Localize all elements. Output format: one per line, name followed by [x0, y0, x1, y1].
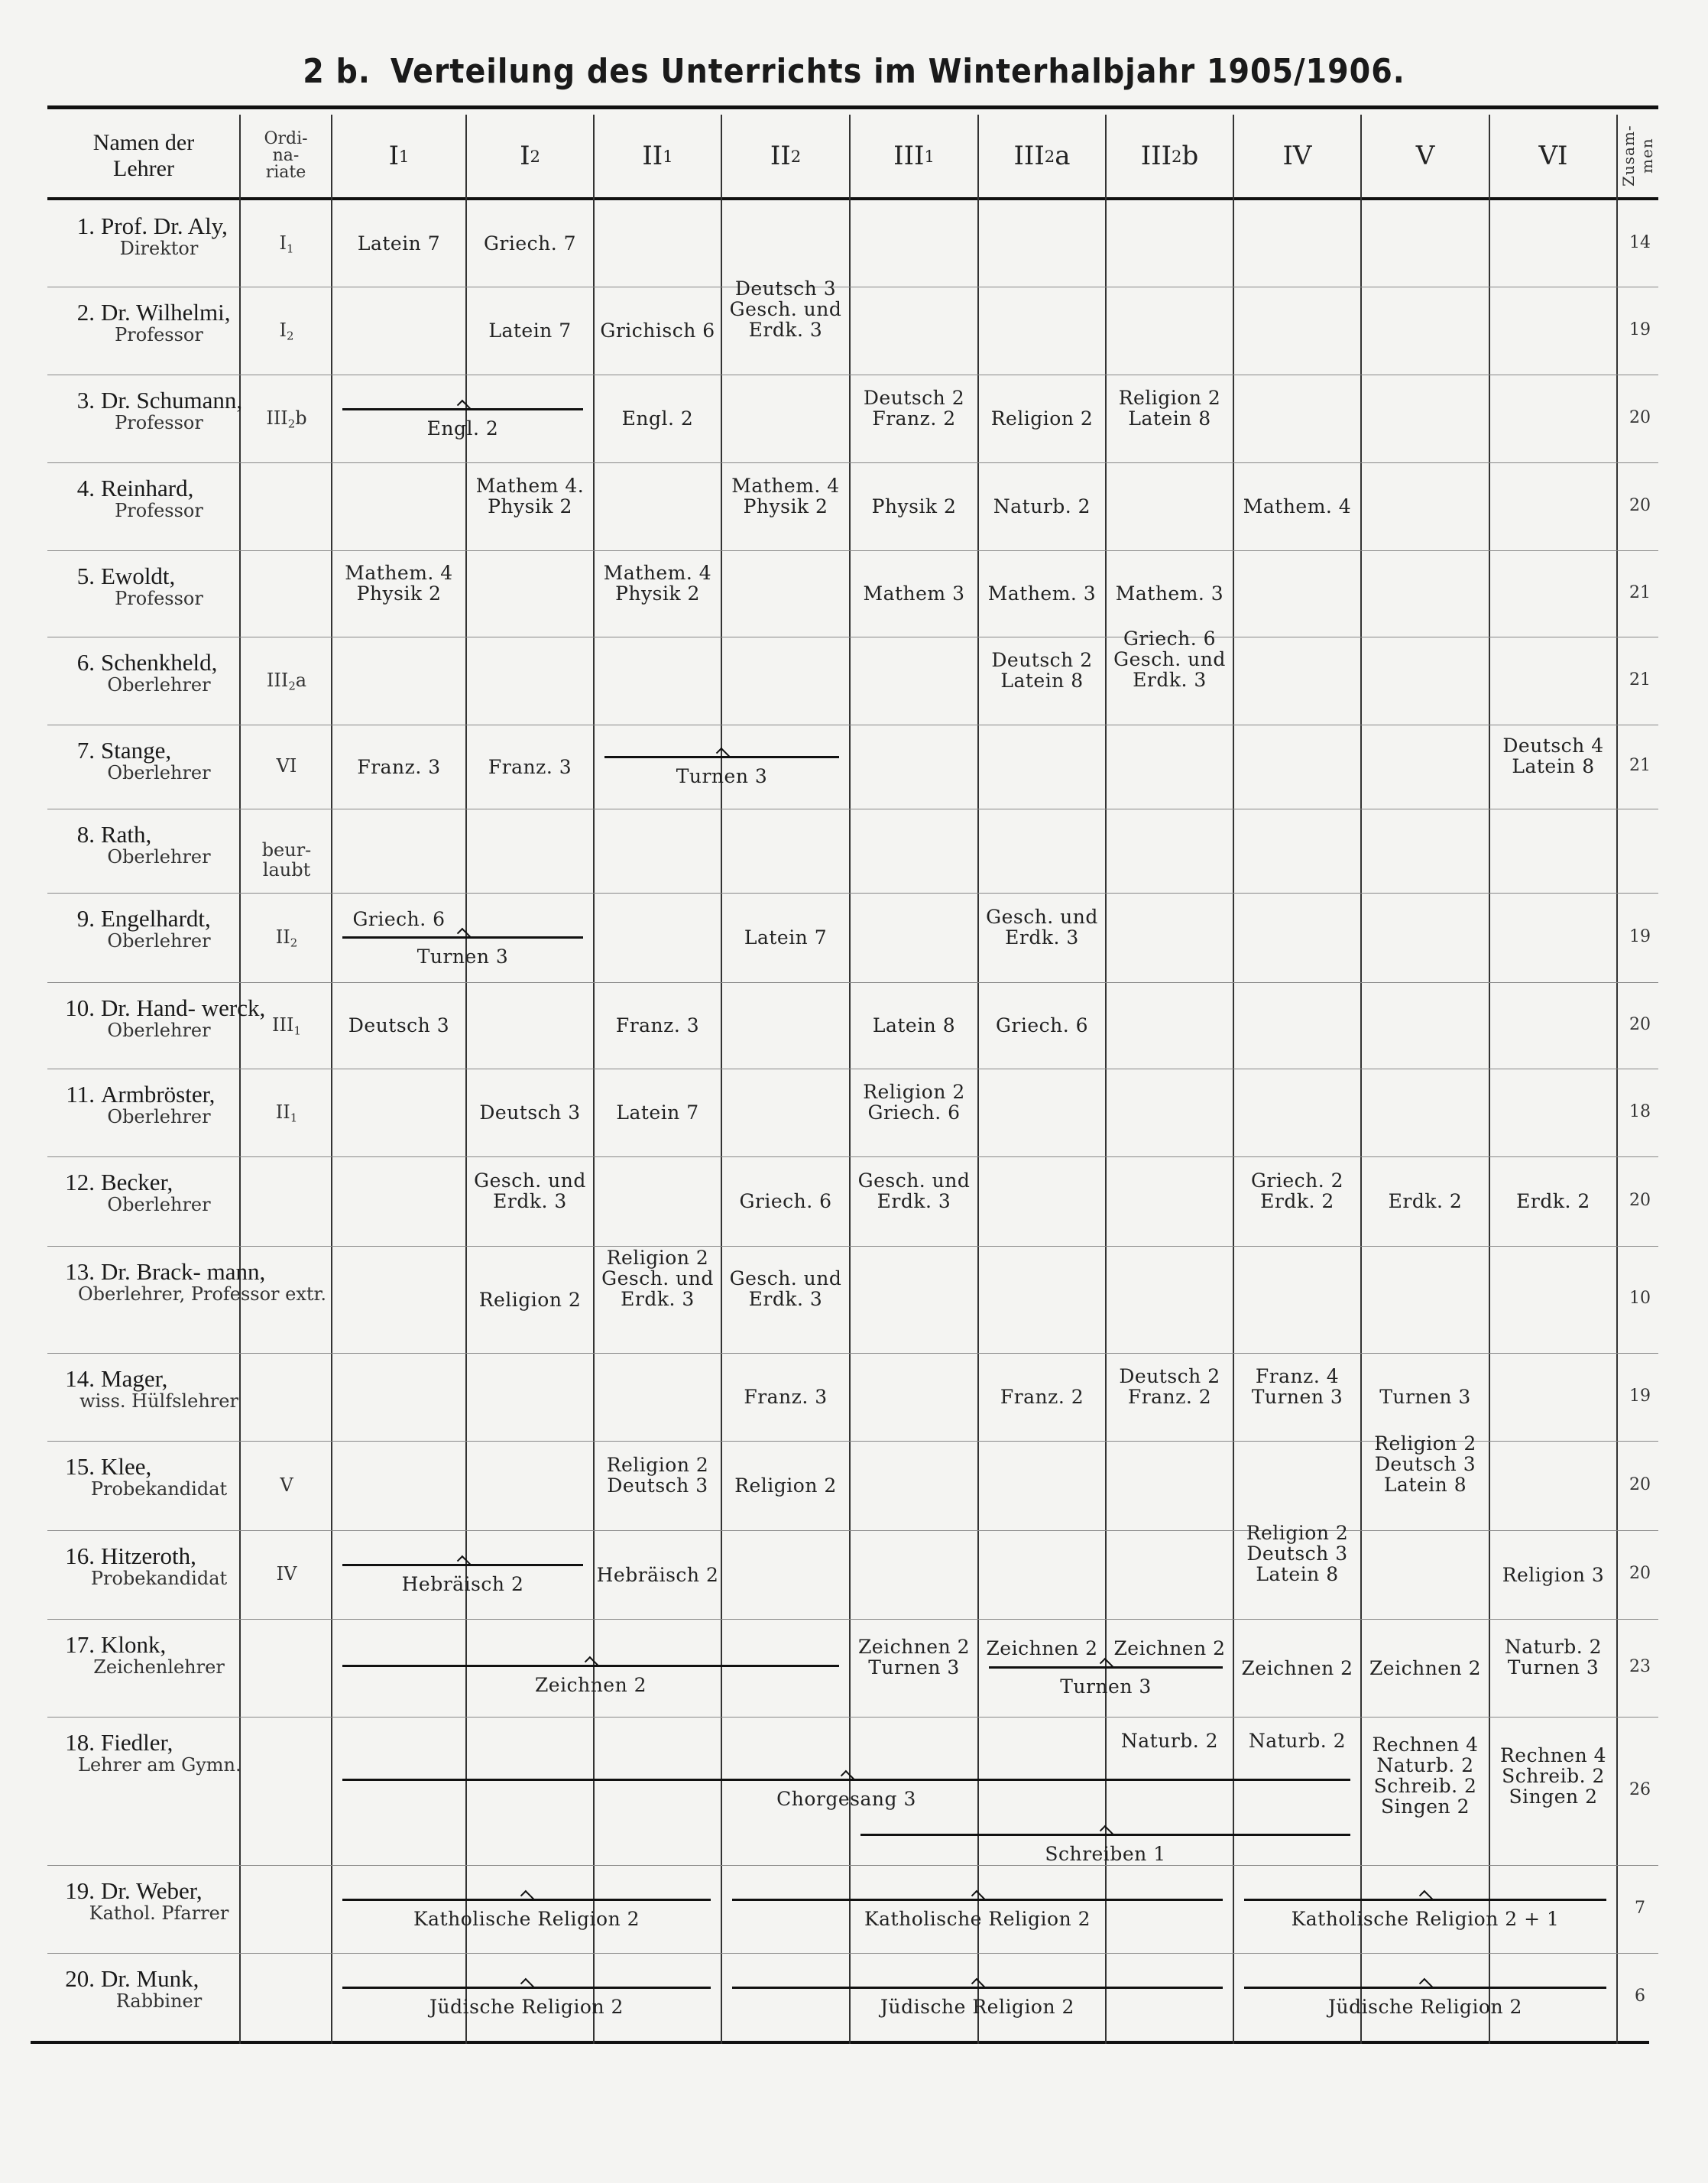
cell-subject: Religion 2 Gesch. und Erdk. 3	[601, 1246, 714, 1310]
teacher-name-text: Becker,	[101, 1169, 173, 1195]
cell-subject: Grichisch 6	[600, 320, 715, 342]
column-divider	[721, 115, 722, 2044]
cell-subject: Zeichnen 2	[986, 1636, 1098, 1659]
cell-subject: Franz. 3	[615, 1014, 700, 1036]
teacher-14	[47, 1367, 240, 1411]
cell-subject: Religion 2 Griech. 6	[863, 1080, 965, 1124]
ordinariate: VI	[276, 755, 297, 777]
teacher-rank: Professor	[115, 412, 203, 433]
header-class-i1: I 1	[388, 141, 410, 171]
cell-span-label: Engl. 2	[426, 417, 499, 440]
cell-subject: Mathem. 4 Physik 2	[603, 561, 712, 605]
hours-total: 21	[1629, 670, 1651, 689]
teacher-name	[47, 994, 266, 1021]
hours-total: 6	[1635, 1986, 1645, 2006]
cell-subject: Franz. 3	[357, 755, 441, 778]
teacher-name-text: Dr. Hand- werck,	[101, 994, 266, 1021]
cell-span-label: Katholische Religion 2	[864, 1907, 1091, 1930]
teacher-rank: Oberlehrer	[107, 674, 211, 696]
cell-subject: Hebräisch 2	[596, 1563, 719, 1586]
teacher-name-text: Hitzeroth,	[101, 1542, 196, 1569]
cell-subject: Physik 2	[871, 495, 957, 517]
teacher-name	[47, 1879, 240, 1903]
hours-total: 19	[1629, 926, 1651, 946]
teacher-rank: Professor	[115, 500, 203, 521]
hours-total: 21	[1629, 756, 1651, 775]
header-class-v: V	[1415, 141, 1435, 171]
teacher-rank: Oberlehrer	[107, 762, 211, 783]
row-divider	[47, 1717, 1658, 1718]
teacher-name	[47, 1258, 266, 1285]
teacher-name-text: Reinhard,	[101, 475, 194, 501]
hours-total: 23	[1629, 1657, 1651, 1676]
teacher-name-text: Stange,	[101, 737, 172, 764]
teacher-number: 14.	[65, 1365, 95, 1392]
teacher-name	[47, 1544, 240, 1568]
cell-subject: Religion 2 Deutsch 3	[606, 1453, 709, 1497]
header-class-i2: I 2	[520, 141, 540, 171]
teacher-name-text: Klee,	[101, 1453, 152, 1480]
teacher-number: 3.	[76, 387, 95, 414]
cell-subject: Latein 7	[744, 926, 828, 949]
teacher-name-text: Dr. Weber,	[101, 1877, 203, 1904]
column-divider	[331, 115, 332, 2044]
cell-subject: Gesch. und Erdk. 3	[857, 1169, 971, 1212]
teacher-number: 1.	[76, 212, 95, 239]
row-divider	[47, 550, 1658, 551]
teacher-name-text: Dr. Munk,	[101, 1965, 199, 1992]
cell-subject: Mathem 3	[863, 582, 965, 605]
column-divider	[593, 115, 595, 2044]
teacher-rank: Professor	[115, 588, 203, 609]
teacher-rank: Rabbiner	[115, 1990, 203, 2012]
title-text: Verteilung des Unterrichts im Winterhalbjahr 1905/1906.	[390, 52, 1405, 91]
cell-subject: Griech. 6	[739, 1190, 832, 1212]
cell-subject: Rechnen 4 Schreib. 2 Singen 2	[1499, 1743, 1607, 1808]
teacher-name	[47, 1731, 240, 1755]
cell-subject: Griech. 6	[352, 908, 446, 930]
teacher-rank: Oberlehrer	[107, 930, 211, 952]
cell-subject: Naturb. 2 Turnen 3	[1504, 1636, 1603, 1679]
teacher-name-text: Schenkheld,	[101, 649, 218, 676]
cell-subject: Gesch. und Erdk. 3	[729, 1267, 842, 1310]
teacher-name	[47, 650, 240, 675]
teacher-rank: Probekandidat	[90, 1478, 228, 1500]
teacher-name-text: Fiedler,	[101, 1729, 173, 1756]
cell-span-label: Katholische Religion 2	[413, 1907, 640, 1930]
row-divider	[47, 1865, 1658, 1866]
teacher-name-text: Ewoldt,	[101, 563, 176, 589]
teacher-name	[47, 1170, 240, 1195]
cell-span-label: Jüdische Religion 2	[880, 1995, 1074, 2018]
cell-subject: Zeichnen 2	[1369, 1656, 1482, 1679]
hours-total: 14	[1629, 232, 1651, 252]
teacher-number: 5.	[76, 563, 95, 589]
header-class-iii2b: III 2 b	[1140, 141, 1199, 171]
cell-subject: Griech. 7	[483, 232, 577, 255]
header-class-iii2a: III 2 a	[1013, 141, 1071, 171]
header-name: Namen der Lehrer	[92, 130, 195, 181]
row-divider	[47, 1353, 1658, 1354]
teacher-name	[47, 300, 240, 325]
cell-subject: Religion 2 Deutsch 3 Latein 8	[1374, 1432, 1476, 1496]
teacher-name	[47, 822, 240, 847]
teacher-name-text: Rath,	[101, 821, 152, 848]
ordinariate: $III_2a$	[266, 669, 307, 693]
hours-total: 10	[1629, 1289, 1651, 1308]
teacher-number: 13.	[65, 1258, 95, 1285]
cell-subject: Rechnen 4 Naturb. 2 Schreib. 2 Singen 2	[1372, 1734, 1479, 1818]
teacher-name	[47, 564, 240, 589]
cell-subject: Mathem. 4	[1243, 495, 1352, 517]
row-divider	[47, 1530, 1658, 1531]
cell-subject: Deutsch 3	[479, 1101, 581, 1124]
teacher-rank: wiss. Hülfslehrer	[79, 1390, 238, 1412]
teacher-number: 7.	[76, 737, 95, 764]
row-divider	[47, 462, 1658, 463]
teacher-16	[47, 1544, 240, 1588]
cell-span-label: Zeichnen 2	[534, 1674, 647, 1696]
hours-total: 20	[1629, 407, 1651, 427]
teacher-12	[47, 1170, 240, 1215]
teacher-7	[47, 738, 240, 783]
cell-subject: Griech. 2 Erdk. 2	[1250, 1169, 1344, 1212]
teacher-20	[47, 1967, 240, 2011]
teacher-number: 6.	[76, 649, 95, 676]
hours-total: 20	[1629, 1564, 1651, 1583]
cell-subject: Mathem. 4 Physik 2	[345, 561, 453, 605]
teacher-11	[47, 1082, 240, 1127]
hours-total: 18	[1629, 1101, 1651, 1121]
cell-span-label: Schreiben 1	[1045, 1843, 1166, 1865]
cell-subject: Zeichnen 2	[1113, 1636, 1226, 1659]
hours-total: 20	[1629, 1474, 1651, 1494]
teacher-5	[47, 564, 240, 608]
cell-subject: Latein 7	[616, 1101, 699, 1124]
cell-subject: Deutsch 4 Latein 8	[1502, 735, 1604, 777]
teacher-8	[47, 822, 240, 867]
header-class-iv: IV	[1282, 141, 1312, 171]
teacher-number: 9.	[76, 905, 95, 932]
cell-subject: Latein 7	[357, 232, 441, 255]
hours-total: 19	[1629, 320, 1651, 339]
ordinariate: $III_1$	[272, 1014, 301, 1037]
teacher-number: 19.	[65, 1877, 95, 1904]
teacher-number: 11.	[66, 1081, 95, 1108]
header-class-ii1: II 1	[642, 141, 673, 171]
cell-subject: Deutsch 2 Latein 8	[991, 648, 1093, 692]
top-rule	[47, 105, 1658, 109]
ordinariate: $II_2$	[275, 926, 298, 949]
cell-subject: Religion 2	[478, 1288, 582, 1311]
cell-subject: Turnen 3	[1379, 1386, 1471, 1408]
cell-span-label: Katholische Religion 2 + 1	[1291, 1907, 1560, 1930]
teacher-name-text: Dr. Schumann,	[101, 387, 243, 414]
teacher-number: 20.	[65, 1965, 95, 1992]
teacher-name	[47, 1633, 240, 1657]
schedule-table	[47, 115, 1658, 2044]
ordinariate: IV	[276, 1563, 297, 1585]
teacher-name-text: Prof. Dr. Aly,	[101, 212, 228, 239]
teacher-15	[47, 1455, 240, 1499]
cell-subject: Gesch. und Erdk. 3	[986, 905, 1098, 949]
hours-total: 20	[1629, 1190, 1651, 1210]
cell-subject: Naturb. 2	[1120, 1729, 1219, 1752]
row-divider	[47, 1156, 1658, 1157]
cell-subject: Franz. 2	[1000, 1386, 1084, 1408]
title-number: 2 b.	[303, 52, 371, 91]
ordinariate: $I_1$	[279, 232, 294, 255]
header-class-iii1: III 1	[893, 141, 935, 171]
teacher-name-text: Armbröster,	[101, 1081, 216, 1108]
cell-span-label: Hebräisch 2	[401, 1573, 524, 1595]
teacher-name	[47, 1082, 240, 1107]
ordinariate: V	[280, 1474, 293, 1496]
cell-subject: Mathem. 3	[987, 582, 1097, 605]
teacher-rank: Oberlehrer	[107, 1194, 211, 1215]
row-divider	[47, 1953, 1658, 1954]
teacher-number: 17.	[65, 1631, 95, 1658]
teacher-name	[47, 387, 243, 414]
teacher-name-text: Dr. Wilhelmi,	[101, 299, 231, 326]
teacher-1	[47, 214, 240, 258]
cell-span-label: Jüdische Religion 2	[1328, 1995, 1522, 2018]
ordinariate: $II_1$	[275, 1101, 298, 1124]
cell-subject: Mathem. 4 Physik 2	[731, 474, 840, 517]
cell-subject: Erdk. 2	[1388, 1190, 1463, 1212]
header-class-ii2: II 2	[770, 141, 802, 171]
cell-subject: Zeichnen 2 Turnen 3	[857, 1636, 971, 1679]
teacher-3	[47, 387, 243, 433]
ordinariate: beur- laubt	[261, 839, 312, 881]
header-class-vi: VI	[1538, 141, 1568, 171]
teacher-number: 4.	[76, 475, 95, 501]
teacher-name	[47, 1367, 240, 1391]
teacher-name-text: Dr. Brack- mann,	[101, 1258, 266, 1285]
hours-total: 20	[1629, 495, 1651, 515]
ordinariate: $I_2$	[279, 319, 294, 342]
teacher-10	[47, 994, 266, 1041]
teacher-2	[47, 300, 240, 345]
cell-subject: Latein 7	[488, 320, 572, 342]
teacher-name	[47, 476, 240, 501]
teacher-number: 8.	[76, 821, 95, 848]
header-sum: Zusam- men	[1619, 125, 1656, 187]
teacher-number: 16.	[65, 1542, 95, 1569]
teacher-name	[47, 738, 240, 763]
hours-total: 19	[1629, 1386, 1651, 1406]
cell-subject: Religion 2 Latein 8	[1118, 386, 1221, 430]
teacher-rank: Oberlehrer	[107, 846, 211, 868]
row-divider	[47, 1246, 1658, 1247]
teacher-name	[47, 1455, 240, 1479]
cell-subject: Religion 2	[734, 1474, 837, 1497]
cell-subject: Deutsch 2 Franz. 2	[1119, 1364, 1220, 1408]
cell-span-label: Chorgesang 3	[776, 1788, 916, 1810]
teacher-rank: Direktor	[119, 238, 199, 259]
row-divider	[47, 893, 1658, 894]
cell-subject: Religion 2	[990, 407, 1094, 430]
page-title	[0, 52, 1708, 91]
row-divider	[47, 1619, 1658, 1620]
cell-span-label: Turnen 3	[416, 945, 509, 968]
teacher-9	[47, 907, 240, 951]
teacher-rank: Oberlehrer	[107, 1106, 211, 1127]
cell-subject: Engl. 2	[621, 407, 694, 430]
teacher-4	[47, 476, 240, 521]
teacher-rank: Kathol. Pfarrer	[89, 1902, 229, 1924]
cell-subject: Franz. 4 Turnen 3	[1251, 1364, 1343, 1408]
hours-total: 7	[1635, 1898, 1645, 1918]
header-ordinariate: Ordi- na- riate	[264, 129, 308, 182]
teacher-name-text: Engelhardt,	[101, 905, 211, 932]
cell-subject: Deutsch 3	[348, 1014, 450, 1036]
cell-subject: Naturb. 2	[1248, 1729, 1347, 1752]
cell-span-label: Turnen 3	[1060, 1675, 1152, 1698]
hours-total: 20	[1629, 1014, 1651, 1034]
teacher-name-text: Klonk,	[101, 1631, 167, 1658]
cell-subject: Griech. 6	[995, 1014, 1089, 1036]
ordinariate: $III_2b$	[266, 407, 307, 430]
cell-span-label: Jüdische Religion 2	[429, 1995, 624, 2018]
teacher-rank: Professor	[115, 324, 203, 345]
cell-subject: Franz. 3	[488, 755, 572, 778]
hours-total: 21	[1629, 582, 1651, 602]
cell-span-label: Turnen 3	[676, 765, 768, 787]
cell-subject: Mathem. 3	[1115, 582, 1224, 605]
teacher-rank: Zeichenlehrer	[93, 1656, 225, 1678]
cell-subject: Religion 3	[1502, 1563, 1605, 1586]
teacher-6	[47, 650, 240, 695]
cell-subject: Franz. 3	[744, 1386, 828, 1408]
teacher-name-text: Mager,	[101, 1365, 168, 1392]
teacher-name	[47, 1967, 240, 1991]
teacher-rank: Lehrer am Gymn.	[78, 1754, 241, 1776]
teacher-number: 18.	[65, 1729, 95, 1756]
teacher-rank: Probekandidat	[90, 1568, 228, 1589]
teacher-name	[47, 907, 240, 931]
cell-subject: Mathem 4. Physik 2	[475, 474, 585, 517]
teacher-number: 2.	[76, 299, 95, 326]
teacher-number: 12.	[65, 1169, 95, 1195]
cell-subject: Deutsch 3 Gesch. und Erdk. 3	[729, 277, 842, 341]
cell-subject: Zeichnen 2	[1241, 1656, 1353, 1679]
teacher-19	[47, 1879, 240, 1923]
teacher-name	[47, 214, 240, 238]
teacher-rank: Oberlehrer, Professor extr.	[78, 1283, 327, 1305]
teacher-17	[47, 1633, 240, 1677]
teacher-rank: Oberlehrer	[107, 1020, 211, 1041]
teacher-18	[47, 1731, 240, 1775]
cell-subject: Naturb. 2	[993, 495, 1091, 517]
cell-subject: Religion 2 Deutsch 3 Latein 8	[1246, 1521, 1349, 1585]
cell-subject: Deutsch 2 Franz. 2	[863, 386, 965, 430]
cell-subject: Gesch. und Erdk. 3	[474, 1169, 586, 1212]
teacher-number: 10.	[65, 994, 95, 1021]
hours-total: 26	[1629, 1780, 1651, 1799]
row-divider	[47, 982, 1658, 983]
teacher-13	[47, 1258, 327, 1305]
cell-subject: Latein 8	[872, 1014, 956, 1036]
cell-subject: Erdk. 2	[1516, 1190, 1590, 1212]
cell-subject: Griech. 6 Gesch. und Erdk. 3	[1113, 628, 1226, 691]
teacher-number: 15.	[65, 1453, 95, 1480]
